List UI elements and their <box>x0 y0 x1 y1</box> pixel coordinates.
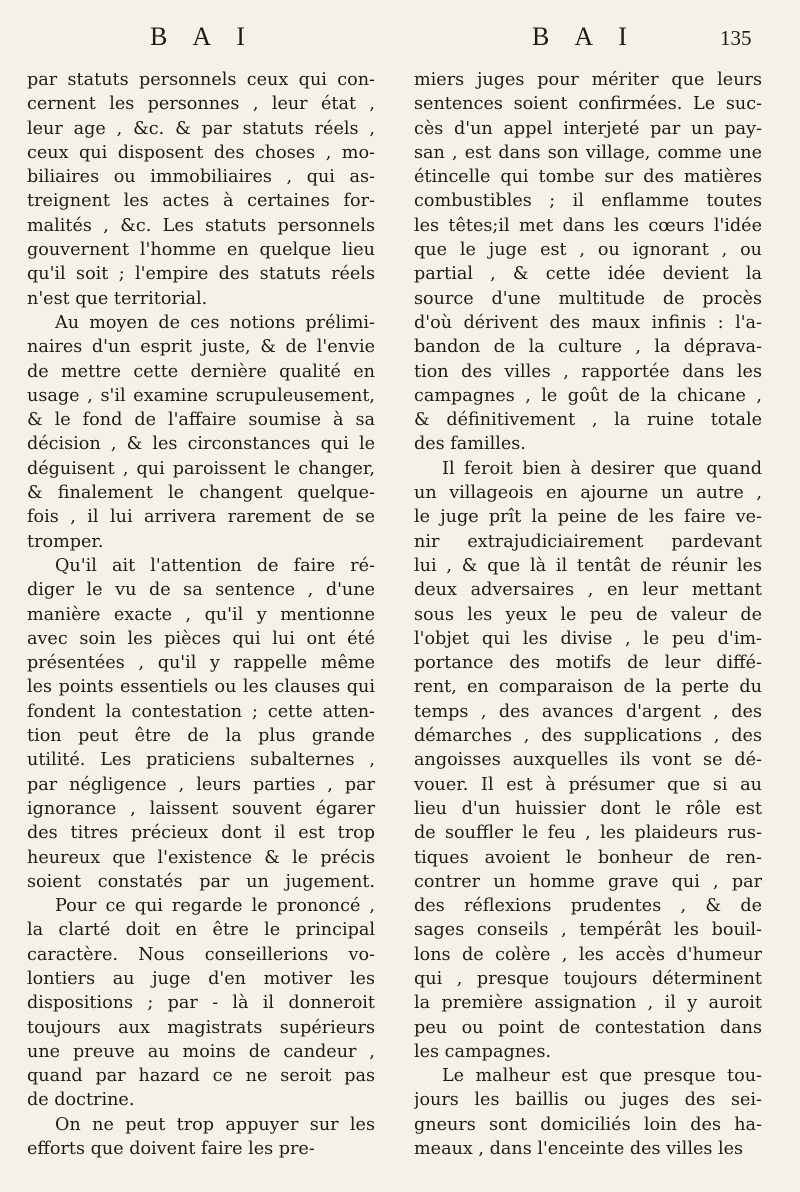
text-line: treignent les actes à certaines for- <box>27 191 375 212</box>
text-line: cernent les personnes , leur état , <box>27 94 375 115</box>
text-line: temps , des avances d'argent , des <box>414 701 762 722</box>
text-line: sous les yeux le peu de valeur de <box>414 604 762 625</box>
text-line: source d'une multitude de procès <box>414 288 762 309</box>
text-line: les têtes;il met dans les cœurs l'idée <box>414 215 762 236</box>
text-line: des familles. <box>414 434 526 455</box>
text-line: tion peut être de la plus grande <box>27 726 375 747</box>
text-line: une preuve au moins de candeur , <box>27 1041 375 1062</box>
text-line: lons de colère , les accès d'humeur <box>414 944 762 965</box>
text-line: jours les baillis ou juges des sei- <box>414 1090 762 1111</box>
text-line: Au moyen de ces notions prélimi- <box>55 312 375 333</box>
text-line: meaux , dans l'enceinte des villes les <box>414 1139 744 1160</box>
text-line: sages conseils , tempérât les bouil- <box>414 920 762 941</box>
text-line: gouvernent l'homme en quelque lieu <box>27 240 375 261</box>
text-line: Il feroit bien à desirer que quand <box>442 458 762 479</box>
text-line: manière exacte , qu'il y mentionne <box>27 604 375 625</box>
text-line: toujours aux magistrats supérieurs <box>27 1017 375 1038</box>
text-line: utilité. Les praticiens subalternes , <box>27 750 375 771</box>
text-line: lieu d'un huissier dont le rôle est <box>414 798 762 819</box>
text-line: lontiers au juge d'en motiver les <box>27 968 375 989</box>
text-line: l'objet qui les divise , le peu d'im- <box>414 628 762 649</box>
text-line: peu ou point de contestation dans <box>414 1017 762 1038</box>
text-line: par négligence , leurs parties , par <box>27 774 375 795</box>
text-line: Qu'il ait l'attention de faire ré- <box>55 555 375 576</box>
text-column-left <box>27 68 375 1161</box>
text-line: diger le vu de sa sentence , d'une <box>27 580 375 601</box>
text-line: la clarté doit en être le principal <box>27 920 375 941</box>
text-line: combustibles ; il enflamme toutes <box>414 191 762 212</box>
text-line: campagnes , le goût de la chicane , <box>414 385 762 406</box>
text-line: usage , s'il examine scrupuleusement, <box>27 385 375 406</box>
text-column-right <box>414 68 762 1161</box>
text-line: efforts que doivent faire les pre- <box>27 1139 315 1160</box>
text-line: lui , & que là il tentât de réunir les <box>414 555 762 576</box>
text-line: ignorance , laissent souvent égarer <box>27 798 375 819</box>
text-line: biliaires ou immobiliaires , qui as- <box>27 167 375 188</box>
text-line: présentées , qu'il y rappelle même <box>27 653 375 674</box>
text-line: rent, en comparaison de la perte du <box>414 677 762 698</box>
text-line: par statuts personnels ceux qui con- <box>27 70 375 90</box>
text-line: dispositions ; par - là il donneroit <box>27 993 375 1014</box>
text-line: décision , & les circonstances qui le <box>27 434 375 455</box>
text-line: & le fond de l'affaire soumise à sa <box>27 410 375 431</box>
text-line: tiques avoient le bonheur de ren- <box>414 847 762 868</box>
text-line: partial , & cette idée devient la <box>414 264 762 285</box>
text-line: & finalement le changent quelque- <box>27 483 375 504</box>
text-line: d'où dérivent des maux infinis : l'a- <box>414 312 762 333</box>
text-line: & définitivement , la ruine totale <box>414 410 762 431</box>
text-line: démarches , des supplications , des <box>414 726 762 747</box>
text-line: des réflexions prudentes , & de <box>414 896 762 917</box>
text-line: qui , presque toujours déterminent <box>414 968 762 989</box>
text-line: Pour ce qui regarde le prononcé , <box>55 896 375 917</box>
text-line: tion des villes , rapportée dans les <box>414 361 762 382</box>
text-line: fondent la contestation ; cette atten- <box>27 701 375 722</box>
text-line: de souffler le feu , les plaideurs rus- <box>414 823 762 844</box>
text-line: le juge prît la peine de les faire ve- <box>414 507 762 528</box>
text-line: deux adversaires , en leur mettant <box>414 580 762 601</box>
text-line: déguisent , qui paroissent le changer, <box>27 458 375 479</box>
text-line: heureux que l'existence & le précis <box>27 847 375 868</box>
text-line: tromper. <box>27 531 104 552</box>
text-line: que le juge est , ou ignorant , ou <box>414 240 762 261</box>
text-line: On ne peut trop appuyer sur les <box>55 1114 375 1135</box>
text-line: de mettre cette dernière qualité en <box>27 361 375 382</box>
text-line: Le malheur est que presque tou- <box>442 1066 762 1087</box>
text-line: les campagnes. <box>414 1041 552 1062</box>
text-line: portance des motifs de leur diffé- <box>414 653 762 674</box>
text-line: san , est dans son village, comme une <box>414 142 762 163</box>
text-line: soient constatés par un jugement. <box>27 871 375 892</box>
text-line: cès d'un appel interjeté par un pay- <box>414 118 762 139</box>
text-line: miers juges pour mériter que leurs <box>414 70 762 90</box>
page-number: 135 <box>720 26 752 50</box>
text-line: les points essentiels ou les clauses qui <box>27 677 375 698</box>
text-line: contrer un homme grave qui , par <box>414 871 762 892</box>
text-line: quand par hazard ce ne seroit pas <box>27 1066 375 1087</box>
running-header-right: B A I <box>532 22 637 51</box>
text-line: étincelle qui tombe sur des matières <box>414 167 762 188</box>
text-line: malités , &c. Les statuts personnels <box>27 215 375 236</box>
text-line: ceux qui disposent des choses , mo- <box>27 142 375 163</box>
text-line: naires d'un esprit juste, & de l'envie <box>27 337 375 358</box>
text-line: nir extrajudiciairement pardevant <box>414 531 762 552</box>
text-line: leur age , &c. & par statuts réels , <box>27 118 375 139</box>
text-line: caractère. Nous conseillerions vo- <box>27 944 375 965</box>
text-line: sentences soient confirmées. Le suc- <box>414 94 762 115</box>
text-line: bandon de la culture , la déprava- <box>414 337 762 358</box>
text-line: qu'il soit ; l'empire des statuts réels <box>27 264 375 285</box>
text-line: fois , il lui arrivera rarement de se <box>27 507 375 528</box>
text-line: gneurs sont domiciliés loin des ha- <box>414 1114 762 1135</box>
text-line: de doctrine. <box>27 1090 135 1111</box>
text-line: des titres précieux dont il est trop <box>27 823 375 844</box>
text-line: un villageois en ajourne un autre , <box>414 483 762 504</box>
text-line: n'est que territorial. <box>27 288 208 309</box>
text-line: vouer. Il est à présumer que si au <box>414 774 762 795</box>
text-line: avec soin les pièces qui lui ont été <box>27 628 375 649</box>
running-header-left: B A I <box>150 22 255 51</box>
text-line: angoisses auxquelles ils vont se dé- <box>414 750 762 771</box>
text-line: la première assignation , il y auroit <box>414 993 762 1014</box>
